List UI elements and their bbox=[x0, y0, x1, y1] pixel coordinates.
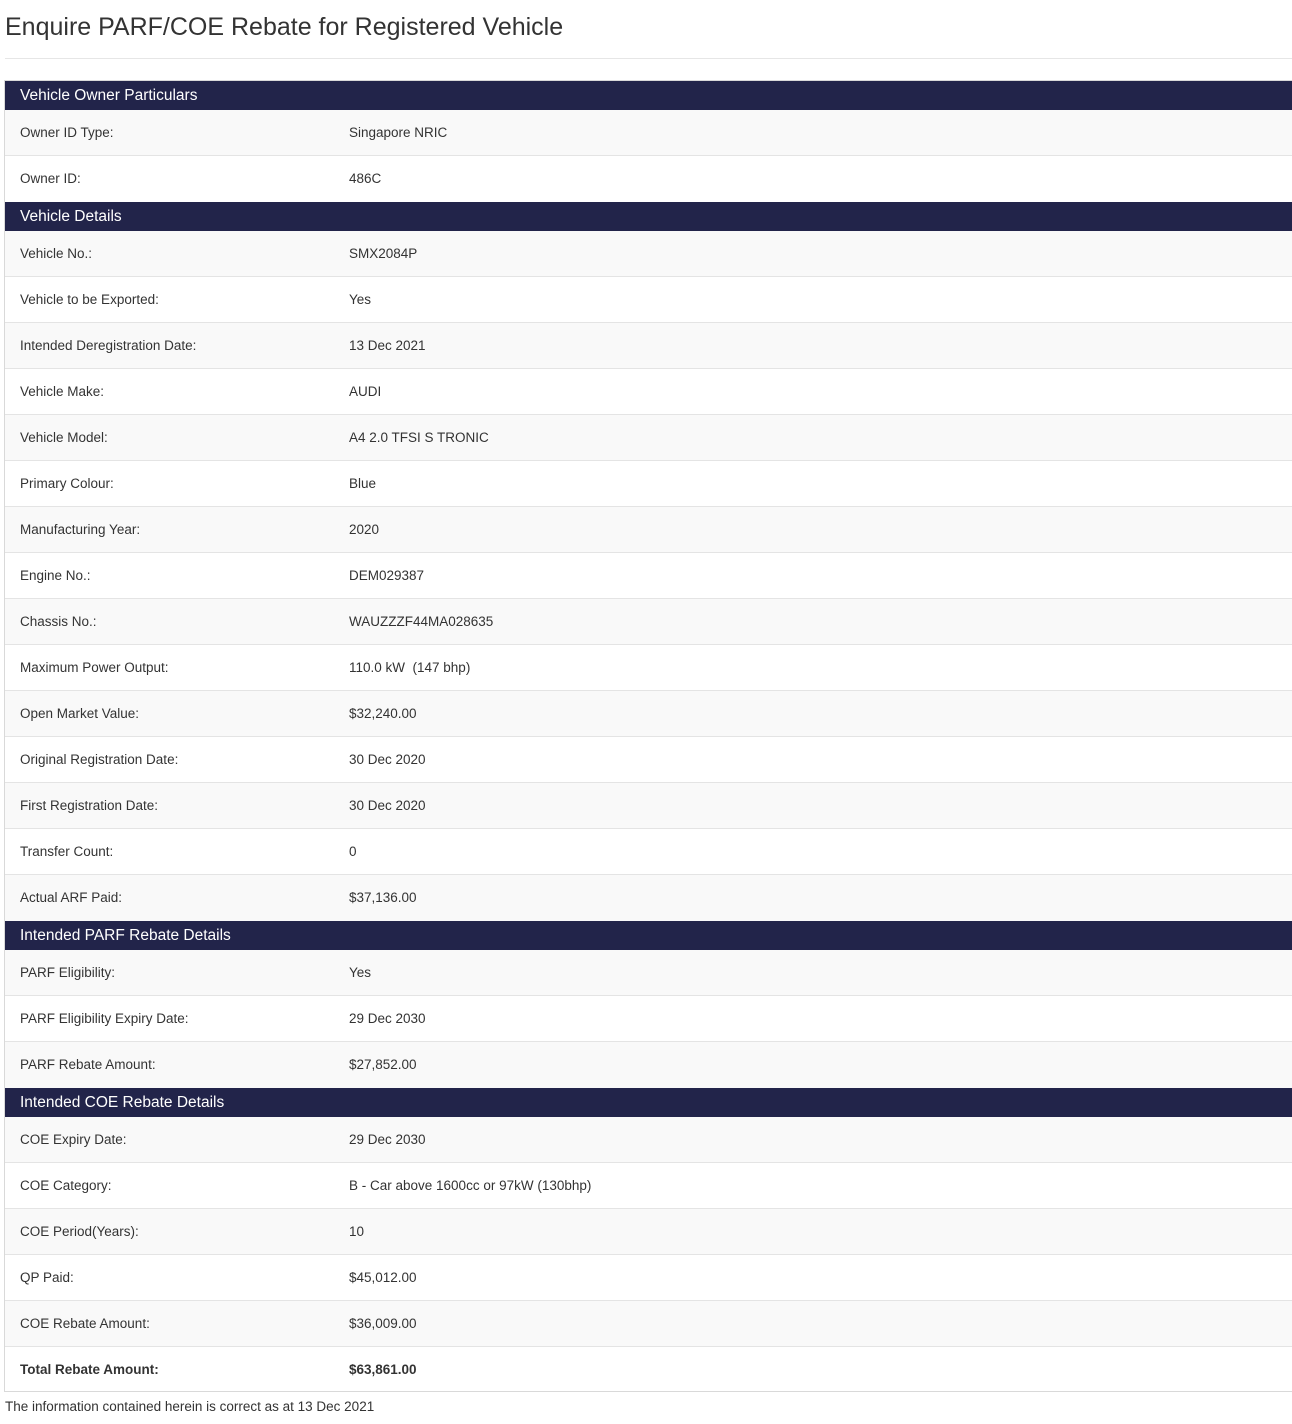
row-qp-paid bbox=[5, 1255, 1292, 1301]
field-value: 29 Dec 2030 bbox=[349, 1011, 426, 1026]
field-label: PARF Eligibility: bbox=[20, 965, 116, 980]
field-label: Vehicle Make: bbox=[20, 384, 105, 399]
field-value: $27,852.00 bbox=[349, 1057, 417, 1072]
row-parf-eligibility bbox=[5, 950, 1292, 996]
field-label: COE Category: bbox=[20, 1178, 112, 1193]
field-value: 0 bbox=[349, 844, 357, 859]
field-value: 30 Dec 2020 bbox=[349, 752, 426, 767]
field-value: 29 Dec 2030 bbox=[349, 1132, 426, 1147]
field-value: SMX2084P bbox=[349, 246, 418, 261]
row-coe-rebate-amount bbox=[5, 1301, 1292, 1347]
field-value: 2020 bbox=[349, 522, 380, 537]
information-correct-as-at-note: The information contained herein is correct as at 13 Dec 2021 bbox=[5, 1399, 375, 1414]
field-label: Actual ARF Paid: bbox=[20, 890, 123, 905]
field-label: Maximum Power Output: bbox=[20, 660, 169, 675]
field-label: Open Market Value: bbox=[20, 706, 140, 721]
rebate-details-panel bbox=[4, 80, 1292, 1392]
field-value: DEM029387 bbox=[349, 568, 425, 583]
field-value: $32,240.00 bbox=[349, 706, 417, 721]
field-value: $45,012.00 bbox=[349, 1270, 417, 1285]
row-intended-deregistration-date bbox=[5, 323, 1292, 369]
row-original-registration-date bbox=[5, 737, 1292, 783]
row-owner-id bbox=[5, 156, 1292, 202]
row-owner-id-type bbox=[5, 110, 1292, 156]
row-vehicle-to-be-exported bbox=[5, 277, 1292, 323]
row-transfer-count bbox=[5, 829, 1292, 875]
field-value: B - Car above 1600cc or 97kW (130bhp) bbox=[349, 1178, 592, 1193]
field-value: AUDI bbox=[349, 384, 382, 399]
row-first-registration-date bbox=[5, 783, 1292, 829]
row-actual-arf-paid bbox=[5, 875, 1292, 921]
field-value: Singapore NRIC bbox=[349, 125, 448, 140]
field-value: 13 Dec 2021 bbox=[349, 338, 426, 353]
total-rebate-label: Total Rebate Amount: bbox=[20, 1362, 159, 1377]
row-parf-eligibility-expiry-date bbox=[5, 996, 1292, 1042]
total-rebate-value: $63,861.00 bbox=[349, 1362, 417, 1377]
field-label: First Registration Date: bbox=[20, 798, 159, 813]
section-header-coe-rebate-details: Intended COE Rebate Details bbox=[5, 1088, 1292, 1117]
row-coe-expiry-date bbox=[5, 1117, 1292, 1163]
field-label: PARF Eligibility Expiry Date: bbox=[20, 1011, 189, 1026]
field-label: Vehicle Model: bbox=[20, 430, 108, 445]
section-header-parf-rebate-details: Intended PARF Rebate Details bbox=[5, 921, 1292, 950]
field-label: Owner ID: bbox=[20, 171, 81, 186]
field-label: Manufacturing Year: bbox=[20, 522, 141, 537]
field-value: A4 2.0 TFSI S TRONIC bbox=[349, 430, 489, 445]
field-value: 30 Dec 2020 bbox=[349, 798, 426, 813]
row-open-market-value bbox=[5, 691, 1292, 737]
field-label: Engine No.: bbox=[20, 568, 91, 583]
field-value: 486C bbox=[349, 171, 382, 186]
row-chassis-no bbox=[5, 599, 1292, 645]
field-label: Intended Deregistration Date: bbox=[20, 338, 197, 353]
section-header-vehicle-details: Vehicle Details bbox=[5, 202, 1292, 231]
section-header-owner-particulars: Vehicle Owner Particulars bbox=[5, 81, 1292, 110]
page-title: Enquire PARF/COE Rebate for Registered Vehicle bbox=[5, 13, 564, 41]
field-value: $36,009.00 bbox=[349, 1316, 417, 1331]
row-vehicle-no bbox=[5, 231, 1292, 277]
field-value: $37,136.00 bbox=[349, 890, 417, 905]
field-label: PARF Rebate Amount: bbox=[20, 1057, 156, 1072]
title-divider bbox=[5, 58, 1292, 59]
field-value: Yes bbox=[349, 965, 372, 980]
row-coe-period-years bbox=[5, 1209, 1292, 1255]
field-label: Chassis No.: bbox=[20, 614, 97, 629]
field-label: Vehicle No.: bbox=[20, 246, 93, 261]
field-label: Original Registration Date: bbox=[20, 752, 179, 767]
row-parf-rebate-amount bbox=[5, 1042, 1292, 1088]
field-label: Transfer Count: bbox=[20, 844, 114, 859]
row-vehicle-make bbox=[5, 369, 1292, 415]
row-manufacturing-year bbox=[5, 507, 1292, 553]
row-total-rebate-amount bbox=[5, 1347, 1292, 1392]
field-value: 10 bbox=[349, 1224, 365, 1239]
field-label: Vehicle to be Exported: bbox=[20, 292, 159, 307]
field-value: Blue bbox=[349, 476, 377, 491]
row-coe-category bbox=[5, 1163, 1292, 1209]
field-value: WAUZZZF44MA028635 bbox=[349, 614, 494, 629]
field-label: COE Expiry Date: bbox=[20, 1132, 127, 1147]
row-maximum-power-output bbox=[5, 645, 1292, 691]
field-label: COE Rebate Amount: bbox=[20, 1316, 150, 1331]
row-engine-no bbox=[5, 553, 1292, 599]
field-value: 110.0 kW (147 bhp) bbox=[349, 660, 471, 675]
field-label: QP Paid: bbox=[20, 1270, 74, 1285]
field-label: Owner ID Type: bbox=[20, 125, 114, 140]
field-label: Primary Colour: bbox=[20, 476, 114, 491]
row-primary-colour bbox=[5, 461, 1292, 507]
row-vehicle-model bbox=[5, 415, 1292, 461]
field-label: COE Period(Years): bbox=[20, 1224, 139, 1239]
field-value: Yes bbox=[349, 292, 372, 307]
